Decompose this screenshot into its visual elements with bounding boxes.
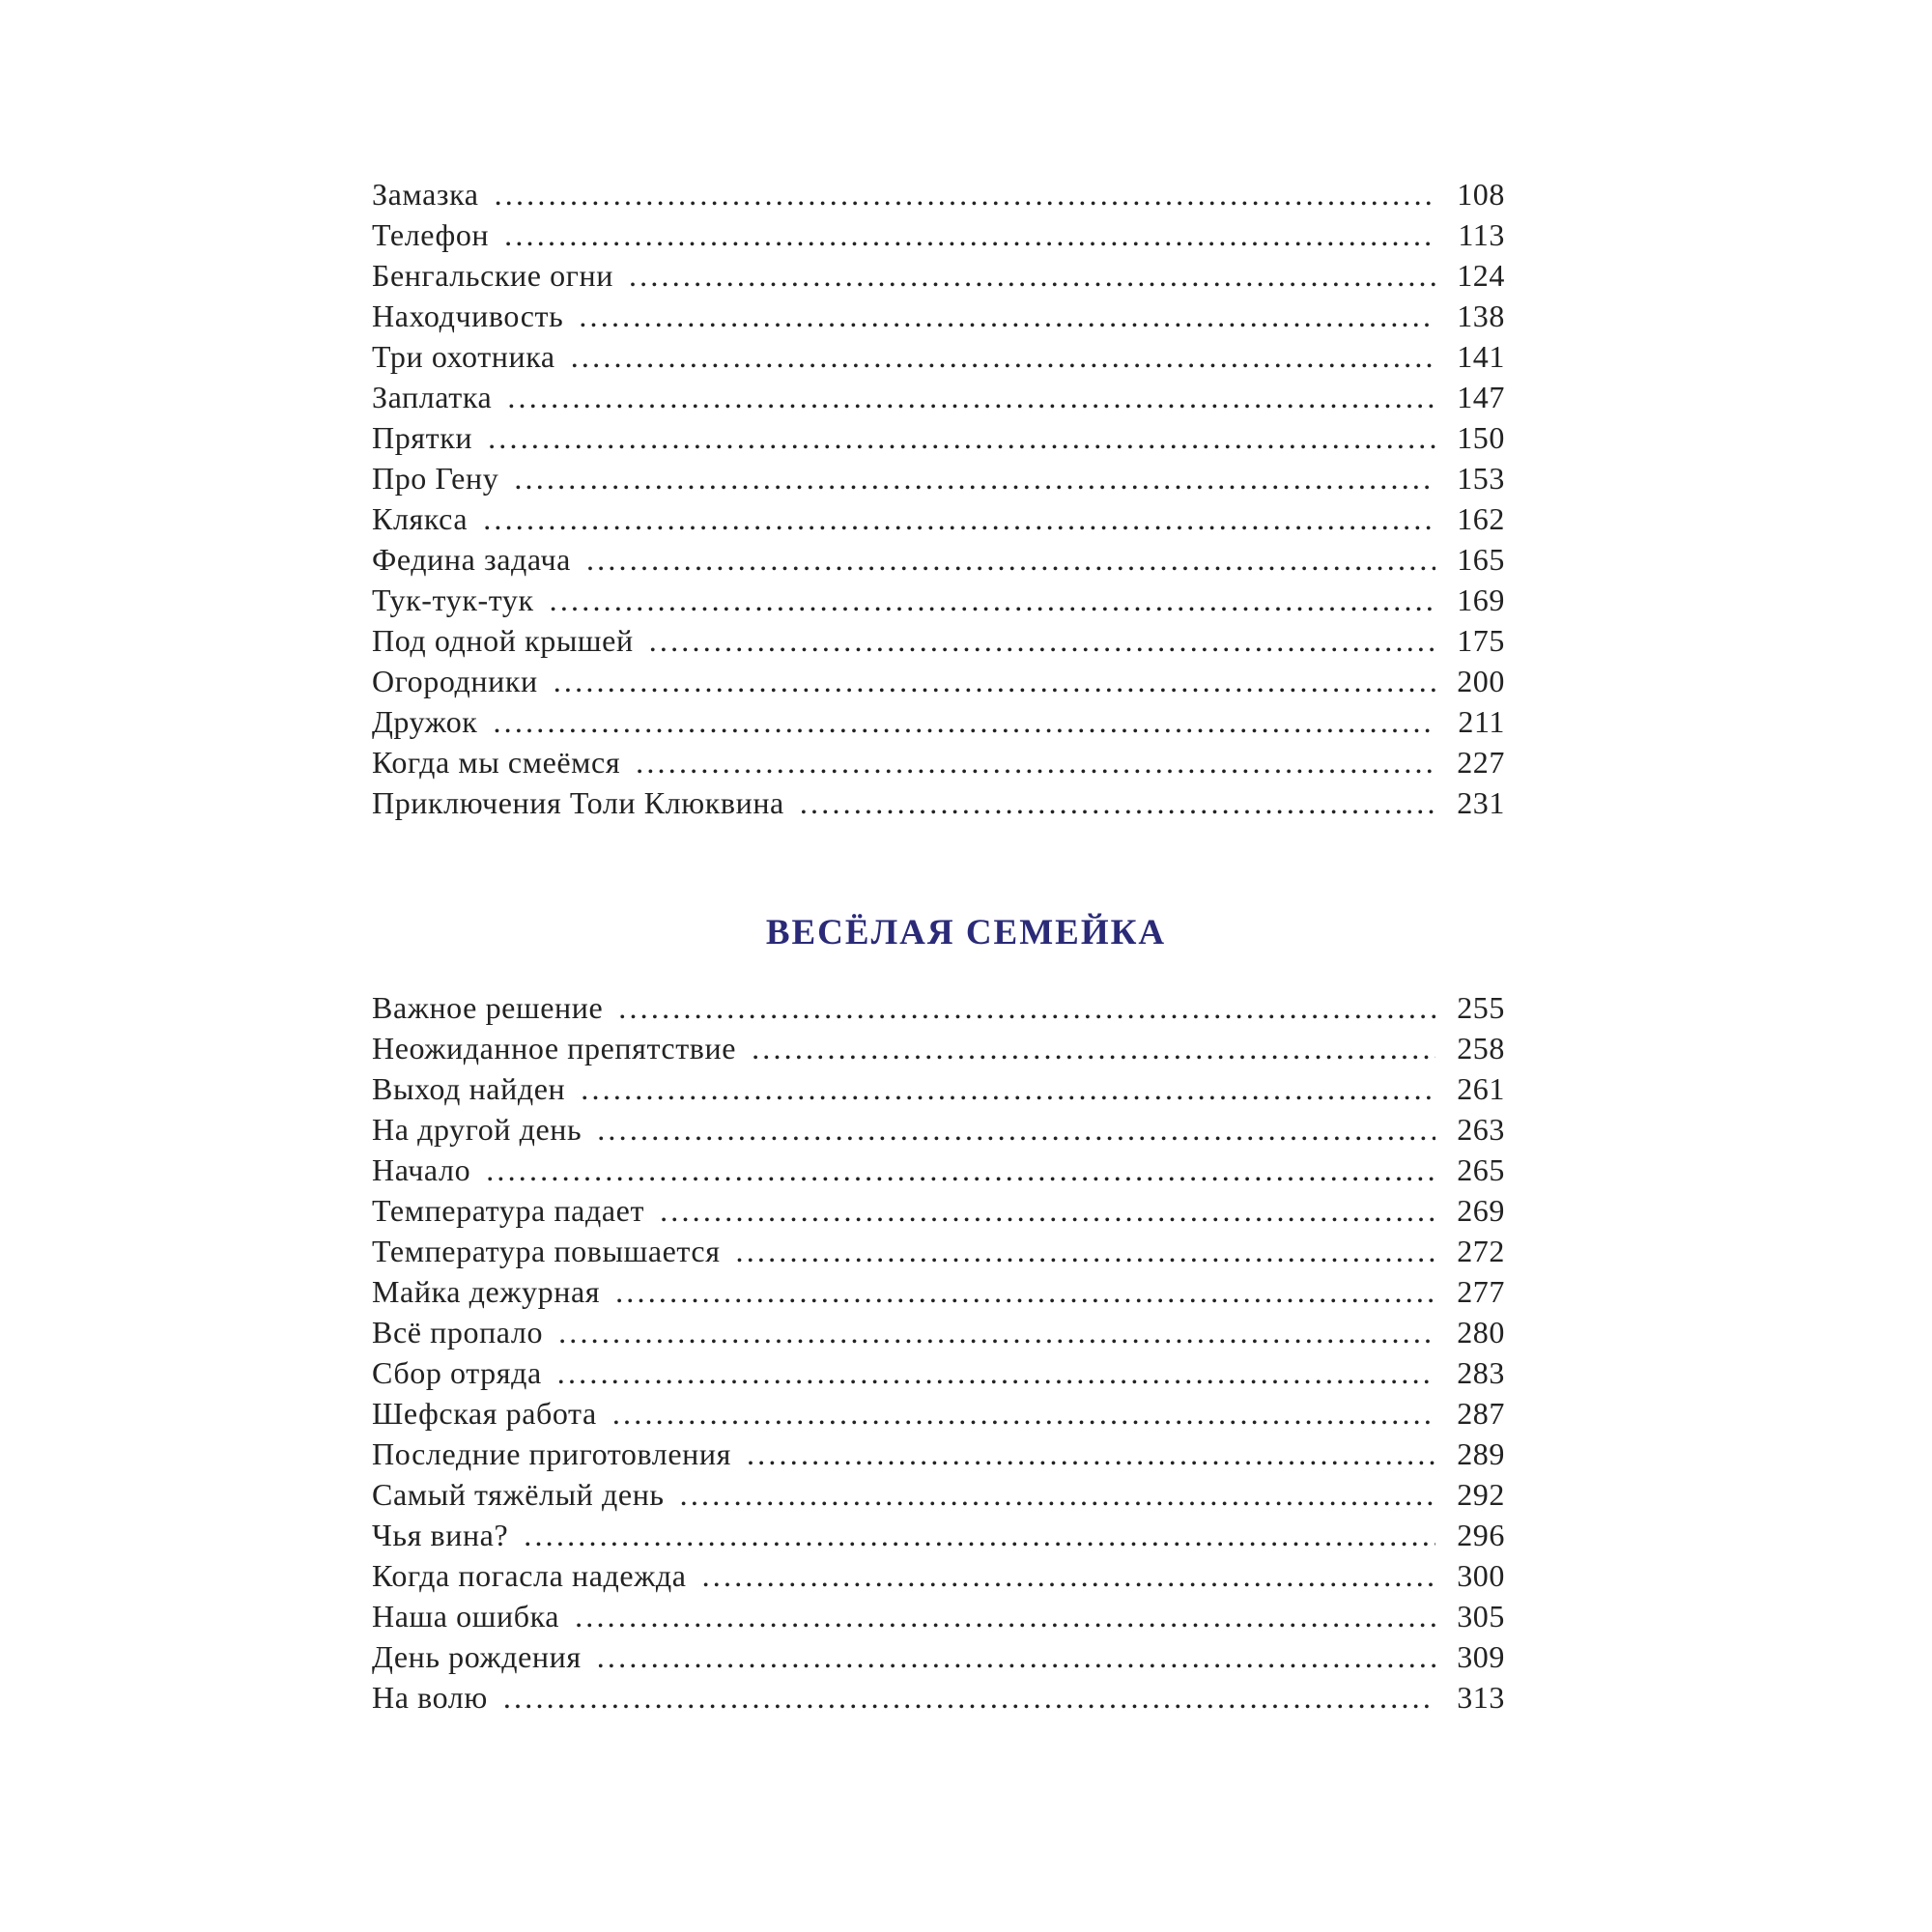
toc-entry-title: Температура падает	[372, 1193, 645, 1228]
toc-entry-title: Наша ошибка	[372, 1599, 560, 1634]
toc-entry-title: Когда погасла надежда	[372, 1558, 687, 1593]
toc-entry-page: 261	[1457, 1071, 1505, 1106]
toc-entry-title: Про Гену	[372, 461, 499, 496]
toc-entry-page: 287	[1457, 1396, 1505, 1431]
toc-entry-page: 147	[1457, 380, 1505, 414]
toc-entry	[372, 255, 1505, 296]
toc-dot-leader	[680, 1474, 1435, 1515]
toc-entry-title: Начало	[372, 1152, 471, 1187]
toc-entry-title: Шефская работа	[372, 1396, 597, 1431]
toc-entry-title: Выход найден	[372, 1071, 566, 1106]
toc-entry	[372, 174, 1505, 214]
toc-dot-leader	[612, 1393, 1435, 1434]
toc-dot-leader	[554, 661, 1435, 701]
toc-entry-title: Клякса	[372, 501, 469, 536]
toc-entry	[372, 1434, 1505, 1474]
toc-entry-title: Находчивость	[372, 298, 564, 333]
toc-dot-leader	[615, 1271, 1435, 1312]
toc-entry	[372, 987, 1505, 1028]
toc-entry	[372, 1312, 1505, 1352]
toc-dot-leader	[550, 580, 1435, 620]
toc-entry-title: Когда мы смеёмся	[372, 745, 621, 780]
toc-dot-leader	[636, 742, 1435, 782]
toc-entry-page: 165	[1457, 542, 1505, 577]
toc-entry-title: Последние приготовления	[372, 1436, 731, 1471]
toc-entry-title: На другой день	[372, 1112, 582, 1147]
toc-entry-title: Температура повышается	[372, 1234, 721, 1268]
toc-entry	[372, 417, 1505, 458]
toc-dot-leader	[736, 1231, 1435, 1271]
toc-entry	[372, 458, 1505, 498]
toc-entry	[372, 336, 1505, 377]
toc-entry-title: Под одной крышей	[372, 623, 634, 658]
toc-entry-title: Важное решение	[372, 990, 604, 1025]
toc-entry	[372, 1271, 1505, 1312]
toc-entry-page: 305	[1457, 1599, 1505, 1634]
toc-entry-title: Майка дежурная	[372, 1274, 601, 1309]
toc-entry-page: 292	[1457, 1477, 1505, 1512]
toc-dot-leader	[507, 377, 1435, 417]
toc-dot-leader	[575, 1596, 1435, 1636]
toc-entry	[372, 1596, 1505, 1636]
toc-entry-title: Бенгальские огни	[372, 258, 613, 293]
toc-entry-page: 263	[1457, 1112, 1505, 1147]
toc-entry	[372, 1474, 1505, 1515]
toc-entry-page: 150	[1457, 420, 1505, 455]
toc-entry	[372, 539, 1505, 580]
toc-entry-page: 269	[1457, 1193, 1505, 1228]
toc-entry	[372, 742, 1505, 782]
toc-entry-title: Сбор отряда	[372, 1355, 542, 1390]
toc-entry-page: 175	[1457, 623, 1505, 658]
toc-entry	[372, 620, 1505, 661]
toc-entry	[372, 1028, 1505, 1068]
toc-entry-page: 283	[1457, 1355, 1505, 1390]
toc-entry-page: 153	[1457, 461, 1505, 496]
toc-dot-leader	[752, 1028, 1435, 1068]
toc-dot-leader	[488, 417, 1435, 458]
toc-entry	[372, 1515, 1505, 1555]
toc-dot-leader	[486, 1150, 1435, 1190]
toc-entry-page: 169	[1457, 582, 1505, 617]
toc-dot-leader	[557, 1352, 1435, 1393]
toc-entry-title: Приключения Толи Клюквина	[372, 785, 784, 820]
toc-entry	[372, 782, 1505, 823]
toc-entry-page: 124	[1457, 258, 1505, 293]
toc-dot-leader	[618, 987, 1435, 1028]
toc-dot-leader	[702, 1555, 1435, 1596]
toc-entry-page: 231	[1457, 785, 1505, 820]
toc-entry-page: 265	[1457, 1152, 1505, 1187]
toc-entry-page: 200	[1457, 664, 1505, 698]
toc-entry	[372, 1555, 1505, 1596]
toc-entry-page: 272	[1457, 1234, 1505, 1268]
toc-entry-page: 296	[1457, 1518, 1505, 1552]
section-heading: ВЕСЁЛАЯ СЕМЕЙКА	[765, 913, 1167, 952]
toc-dot-leader	[483, 498, 1435, 539]
toc-entry-title: Тук-тук-тук	[372, 582, 534, 617]
toc-entry-page: 227	[1457, 745, 1505, 780]
toc-dot-leader	[571, 336, 1435, 377]
toc-entry-page: 141	[1457, 339, 1505, 374]
toc-entry-page: 313	[1457, 1680, 1505, 1715]
toc-dot-leader	[581, 1068, 1435, 1109]
toc-entry-title: Прятки	[372, 420, 473, 455]
toc-entry	[372, 1109, 1505, 1150]
toc-entry-page: 255	[1457, 990, 1505, 1025]
toc-entry	[372, 214, 1505, 255]
toc-entry-title: Телефон	[372, 217, 490, 252]
toc-dot-leader	[514, 458, 1435, 498]
toc-entry-page: 289	[1457, 1436, 1505, 1471]
toc-entry-title: Всё пропало	[372, 1315, 544, 1350]
toc-list-part-1	[372, 174, 1505, 823]
toc-entry	[372, 377, 1505, 417]
toc-entry	[372, 580, 1505, 620]
toc-entry-page: 300	[1457, 1558, 1505, 1593]
toc-entry	[372, 1150, 1505, 1190]
toc-entry-title: Самый тяжёлый день	[372, 1477, 665, 1512]
toc-entry-title: На волю	[372, 1680, 488, 1715]
toc-entry-title: Дружок	[372, 704, 478, 739]
toc-entry-page: 113	[1458, 217, 1505, 252]
toc-entry-page: 277	[1457, 1274, 1505, 1309]
toc-entry	[372, 1190, 1505, 1231]
toc-dot-leader	[629, 255, 1435, 296]
toc-dot-leader	[649, 620, 1435, 661]
toc-dot-leader	[660, 1190, 1435, 1231]
toc-entry	[372, 498, 1505, 539]
toc-entry-page: 211	[1458, 704, 1505, 739]
toc-entry-page: 280	[1457, 1315, 1505, 1350]
toc-entry	[372, 701, 1505, 742]
toc-dot-leader	[495, 174, 1435, 214]
toc-dot-leader	[747, 1434, 1435, 1474]
toc-entry-title: Федина задача	[372, 542, 571, 577]
toc-entry	[372, 1231, 1505, 1271]
toc-entry-page: 138	[1457, 298, 1505, 333]
toc-entry-title: Заплатка	[372, 380, 493, 414]
toc-dot-leader	[579, 296, 1435, 336]
toc-dot-leader	[493, 701, 1435, 742]
toc-entry	[372, 1677, 1505, 1718]
toc-entry	[372, 1393, 1505, 1434]
toc-entry-title: День рождения	[372, 1639, 582, 1674]
toc-dot-leader	[504, 214, 1435, 255]
toc-entry-page: 258	[1457, 1031, 1505, 1065]
toc-entry-page: 309	[1457, 1639, 1505, 1674]
toc-dot-leader	[558, 1312, 1435, 1352]
toc-dot-leader	[800, 782, 1435, 823]
toc-entry-title: Чья вина?	[372, 1518, 509, 1552]
toc-dot-leader	[597, 1109, 1435, 1150]
toc-entry-title: Огородники	[372, 664, 538, 698]
toc-entry	[372, 1352, 1505, 1393]
toc-entry-title: Три охотника	[372, 339, 555, 374]
toc-entry-title: Неожиданное препятствие	[372, 1031, 737, 1065]
toc-dot-leader	[597, 1636, 1435, 1677]
toc-list-part-2	[372, 987, 1505, 1718]
toc-entry	[372, 1068, 1505, 1109]
toc-entry-page: 108	[1457, 177, 1505, 212]
toc-entry	[372, 296, 1505, 336]
toc-dot-leader	[524, 1515, 1435, 1555]
toc-entry	[372, 1636, 1505, 1677]
toc-dot-leader	[586, 539, 1435, 580]
toc-dot-leader	[503, 1677, 1435, 1718]
toc-entry-page: 162	[1457, 501, 1505, 536]
toc-entry	[372, 661, 1505, 701]
toc-entry-title: Замазка	[372, 177, 479, 212]
